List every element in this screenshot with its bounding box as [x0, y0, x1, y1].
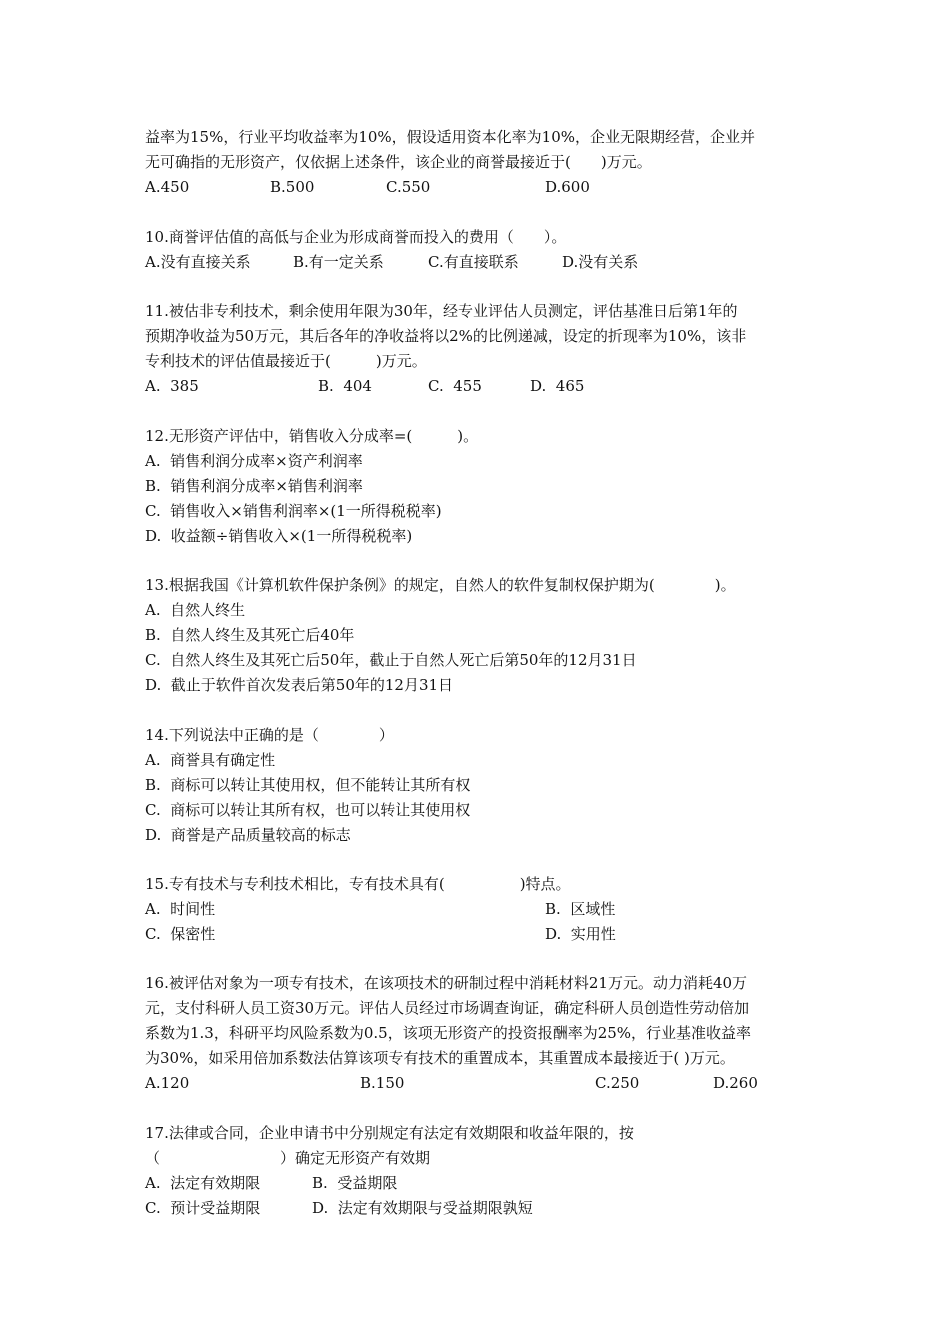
q13-option-d: D. 截止于软件首次发表后第50年的12月31日: [145, 676, 454, 694]
q16-stem-line-1: 16.被评估对象为一项专有技术，在该项技术的研制过程中消耗材料21万元。动力消耗40万: [145, 974, 748, 992]
q12-option-b: B. 销售利润分成率×销售利润率: [145, 477, 363, 495]
q9-stem-line-2: 无可确指的无形资产，仅依据上述条件，该企业的商誉最接近于( )万元。: [145, 153, 652, 171]
q14-option-c: C. 商标可以转让其所有权，也可以转让其使用权: [145, 801, 471, 819]
q13-option-c: C. 自然人终生及其死亡后50年，截止于自然人死亡后第50年的12月31日: [145, 651, 637, 669]
q11-option-d: D. 465: [530, 377, 585, 395]
q17-stem-line-1: 17.法律或合同，企业申请书中分别规定有法定有效期限和收益年限的，按: [145, 1124, 634, 1142]
q10-option-d: D.没有关系: [562, 253, 639, 271]
q14-option-d: D. 商誉是产品质量较高的标志: [145, 826, 351, 844]
q12-option-a: A. 销售利润分成率×资产利润率: [145, 452, 363, 470]
q16-option-d: D.260: [713, 1074, 758, 1092]
q16-option-a: A.120: [145, 1074, 190, 1092]
q13-option-b: B. 自然人终生及其死亡后40年: [145, 626, 355, 644]
q9-option-d: D.600: [545, 178, 590, 196]
q16-option-c: C.250: [595, 1074, 640, 1092]
q15-option-c: C. 保密性: [145, 925, 216, 943]
q17-option-a: A. 法定有效期限: [145, 1174, 261, 1192]
q15-option-b: B. 区域性: [545, 900, 616, 918]
q13-option-a: A. 自然人终生: [145, 601, 246, 619]
q15-option-d: D. 实用性: [545, 925, 616, 943]
q9-option-b: B.500: [270, 178, 315, 196]
q10-option-c: C.有直接联系: [428, 253, 519, 271]
q17-option-d: D. 法定有效期限与受益期限孰短: [312, 1199, 533, 1217]
q13-stem: 13.根据我国《计算机软件保护条例》的规定，自然人的软件复制权保护期为( )。: [145, 576, 736, 594]
q11-option-c: C. 455: [428, 377, 482, 395]
q16-stem-line-3: 系数为1.3，科研平均风险系数为0.5，该项无形资产的投资报酬率为25%，行业基准收益率: [145, 1024, 752, 1042]
q17-stem-line-2: （ ）确定无形资产有效期: [145, 1149, 431, 1167]
q9-option-a: A.450: [145, 178, 190, 196]
q15-stem: 15.专有技术与专利技术相比，专有技术具有( )特点。: [145, 875, 571, 893]
q11-stem-line-1: 11.被估非专利技术，剩余使用年限为30年，经专业评估人员测定，评估基准日后第1年的: [145, 302, 738, 320]
q16-option-b: B.150: [360, 1074, 405, 1092]
q11-stem-line-3: 专利技术的评估值最接近于( )万元。: [145, 352, 427, 370]
q14-option-b: B. 商标可以转让其使用权，但不能转让其所有权: [145, 776, 471, 794]
q16-stem-line-2: 元，支付科研人员工资30万元。评估人员经过市场调查询证，确定科研人员创造性劳动倍加: [145, 999, 750, 1017]
q11-option-b: B. 404: [318, 377, 372, 395]
q10-option-b: B.有一定关系: [293, 253, 384, 271]
q11-stem-line-2: 预期净收益为50万元，其后各年的净收益将以2%的比例递减，设定的折现率为10%，该非: [145, 327, 747, 345]
q12-option-d: D. 收益额÷销售收入×(1一所得税税率): [145, 527, 413, 545]
q14-stem: 14.下列说法中正确的是（ ）: [145, 726, 394, 744]
q17-option-c: C. 预计受益期限: [145, 1199, 261, 1217]
q12-stem: 12.无形资产评估中，销售收入分成率=( )。: [145, 427, 479, 445]
q12-option-c: C. 销售收入×销售利润率×(1一所得税税率): [145, 502, 442, 520]
q11-option-a: A. 385: [145, 377, 199, 395]
q9-option-c: C.550: [386, 178, 431, 196]
q15-option-a: A. 时间性: [145, 900, 216, 918]
q16-stem-line-4: 为30%，如采用倍加系数法估算该项专有技术的重置成本，其重置成本最接近于( )万元。: [145, 1049, 735, 1067]
q17-option-b: B. 受益期限: [312, 1174, 398, 1192]
q10-option-a: A.没有直接关系: [145, 253, 251, 271]
q14-option-a: A. 商誉具有确定性: [145, 751, 276, 769]
q9-stem-line-1: 益率为15%，行业平均收益率为10%，假设适用资本化率为10%，企业无限期经营，企业并: [145, 128, 756, 146]
q10-stem: 10.商誉评估值的高低与企业为形成商誉而投入的费用（ ）。: [145, 228, 567, 246]
